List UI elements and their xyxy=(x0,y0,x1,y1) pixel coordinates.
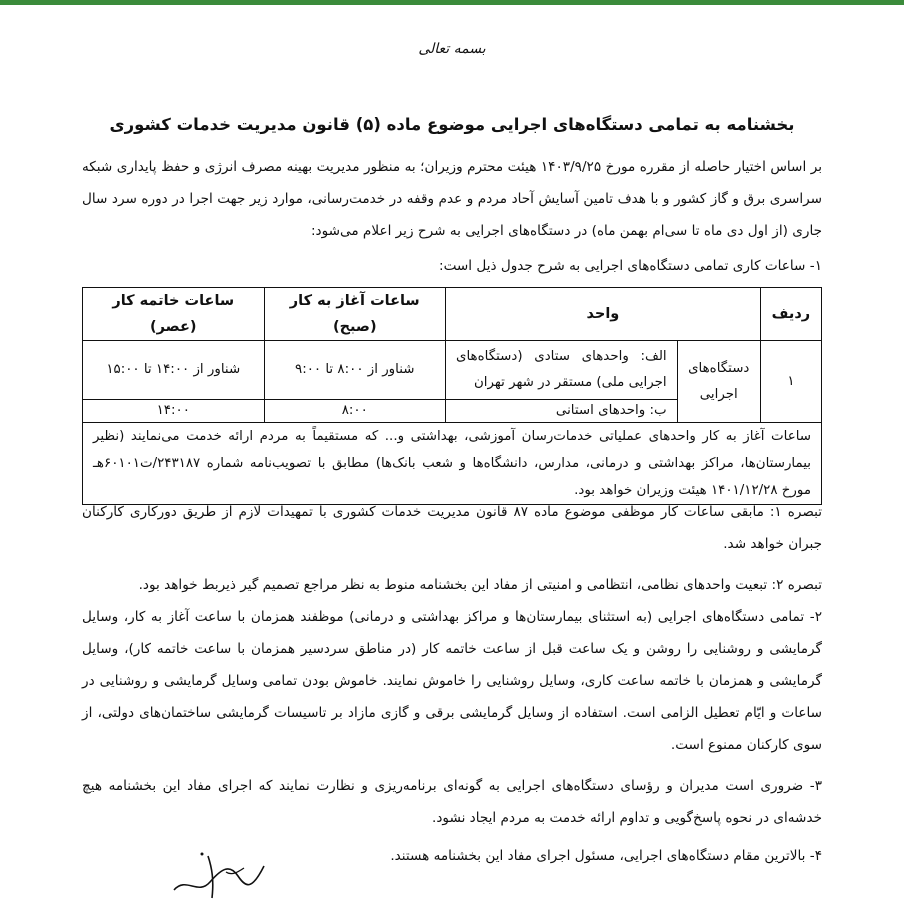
end-time-cell-provincial: ۱۴:۰۰ xyxy=(83,400,265,423)
row-number-cell: ۱ xyxy=(760,341,821,423)
table-note-row xyxy=(83,423,822,505)
working-hours-table xyxy=(82,287,822,505)
header-end-time: ساعات خاتمه کار (عصر) xyxy=(83,288,265,341)
item-1-paragraph: ۱- ساعات کاری تمامی دستگاه‌های اجرایی به شرح جدول ذیل است: xyxy=(438,258,822,274)
basmala-heading: بسمه تعالی xyxy=(418,41,486,57)
start-time-cell-headquarters: شناور از ۸:۰۰ تا ۹:۰۰ xyxy=(264,341,445,400)
end-time-cell-headquarters: شناور از ۱۴:۰۰ تا ۱۵:۰۰ xyxy=(83,341,265,400)
item-3-paragraph: ۳- ضروری است مدیران و رؤسای دستگاه‌های اجرایی به گونه‌ای برنامه‌ریزی و نظارت نمایند که اجرای مفاد این بخشنامه هیچ خدشه‌ای در نحوه پاسخ‌گویی و تداوم ارائه خدمت به مردم ایجاد نشود. xyxy=(82,778,822,826)
table-note-cell: ساعات آغاز به کار واحدهای عملیاتی خدمات‌رسان آموزشی، بهداشتی و... که مستقیماً به مردم ارائه خدمت می‌نمایند (نظیر بیمارستان‌ها، مراکز بهداشتی و درمانی، مدارس، دانشگاه‌ها و شعب بانک‌ها) مطابق با تصویب‌نامه شماره ۲۴۳۱۸۷/ت۶۰۱۰۱هـ مورخ ۱۴۰۱/۱۲/۲۸ هیئت وزیران خواهد بود. xyxy=(83,423,822,505)
table-row xyxy=(83,341,822,400)
note-1-paragraph: تبصره ۱: مابقی ساعات کار موظفی موضوع ماده ۸۷ قانون مدیریت خدمات کشوری با تمهیدات لازم از طریق دورکاری کارکنان جبران خواهد شد. xyxy=(82,504,822,552)
table-header-row xyxy=(83,288,822,341)
note-2-paragraph: تبصره ۲: تبعیت واحدهای نظامی، انتظامی و امنیتی از مفاد این بخشنامه منوط به نظر مراجع تصمیم گیر ذیربط خواهد بود. xyxy=(138,577,822,593)
header-radif: ردیف xyxy=(760,288,821,341)
item-2-paragraph: ۲- تمامی دستگاه‌های اجرایی (به استثنای بیمارستان‌ها و مراکز بهداشتی و درمانی) موظفند همزمان با ساعت آغاز به کار، وسایل گرمایشی و روشنایی را روشن و یک ساعت قبل از ساعت خاتمه کار (در مناطق سردسیر همزمان با ساعت خاتمه کار)، وسایل گرمایشی و همزمان با خاتمه ساعت کاری، وسایل روشنایی را خاموش نمایند. خاموش بودن تمامی وسایل گرمایشی و روشنایی در ساعات و ایّام تعطیل الزامی است. استفاده از وسایل گرمایشی برقی و گازی مازاد بر تاسیسات گرمایشی ساختمان‌های دولتی، از سوی کارکنان ممنوع است. xyxy=(82,609,822,753)
unit-cell-headquarters: الف: واحدهای ستادی (دستگاه‌های اجرایی ملی) مستقر در شهر تهران xyxy=(446,341,678,400)
header-start-time: ساعات آغاز به کار (صبح) xyxy=(264,288,445,341)
circular-title: بخشنامه به تمامی دستگاه‌های اجرایی موضوع ماده (۵) قانون مدیریت خدمات کشوری xyxy=(109,115,795,134)
unit-cell-provincial: ب: واحدهای استانی xyxy=(446,400,678,423)
intro-paragraph: بر اساس اختیار حاصله از مقرره مورخ ۱۴۰۳/۹/۲۵ هیئت محترم وزیران؛ به منظور مدیریت بهینه مصرف انرژی و حفظ پایداری شبکه سراسری برق و گاز کشور و با هدف تامین آسایش آحاد مردم و عدم وقفه در خدمت‌رسانی، موارد زیر جهت اجرا در دوره سرد سال جاری (از اول دی ماه تا سی‌ام بهمن ماه) در دستگاه‌های اجرایی به شرح زیر اعلام می‌شود: xyxy=(82,159,822,239)
top-border-line xyxy=(0,0,904,5)
organization-cell: دستگاه‌های اجرایی xyxy=(677,341,760,423)
start-time-cell-provincial: ۸:۰۰ xyxy=(264,400,445,423)
signature-icon xyxy=(168,846,278,900)
item-4-paragraph: ۴- بالاترین مقام دستگاه‌های اجرایی، مسئول اجرای مفاد این بخشنامه هستند. xyxy=(390,848,822,864)
header-unit: واحد xyxy=(446,288,761,341)
